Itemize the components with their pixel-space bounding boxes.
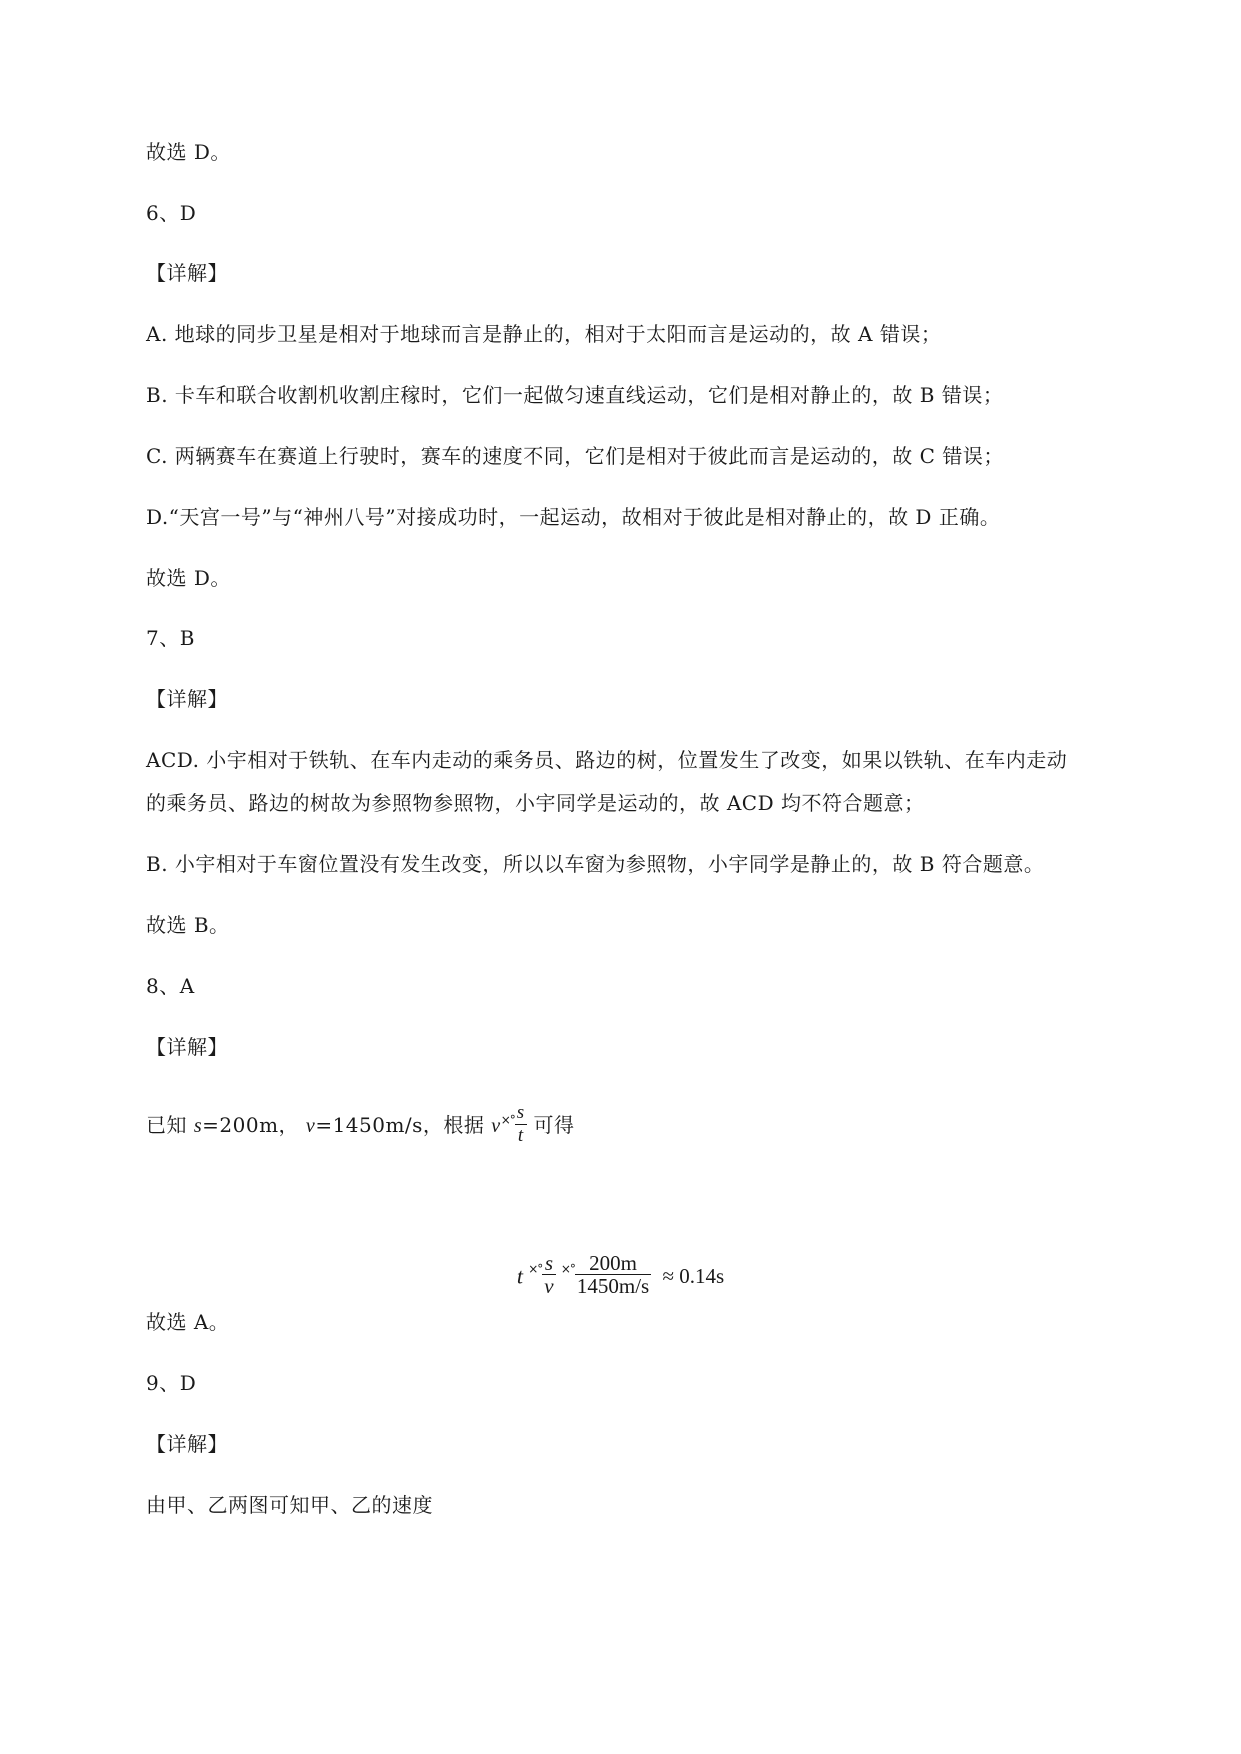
text-line: B. 小宇相对于车窗位置没有发生改变，所以以车窗为参照物，小宇同学是静止的，故 B 符合题意。: [146, 852, 1045, 876]
fraction-denominator: v: [544, 1274, 554, 1298]
text-line: D.“天宫一号”与“神州八号”对接成功时，一起运动，故相对于彼此是相对静止的，故 D 正确。: [146, 505, 1001, 529]
answer-heading: 8、A: [146, 974, 195, 998]
explanation-label: 【详解】: [146, 1432, 228, 1456]
explanation-label: 【详解】: [146, 261, 228, 285]
text-line: C. 两辆赛车在赛道上行驶时，赛车的速度不同，它们是相对于彼此而言是运动的，故 C 错误；: [146, 444, 1004, 468]
s-value: =200m，: [202, 1113, 300, 1137]
s-over-v-fraction: [542, 1252, 555, 1297]
fraction-denominator: t: [517, 1125, 524, 1146]
equals-glyph: ×°: [500, 1113, 515, 1127]
given-suffix: 可得: [533, 1113, 575, 1137]
s-over-t-fraction: [515, 1102, 527, 1147]
answer-heading: 7、B: [146, 626, 195, 650]
text-line: 由甲、乙两图可知甲、乙的速度: [146, 1493, 433, 1517]
text-line: 故选 D。: [146, 140, 231, 164]
explanation-label: 【详解】: [146, 1035, 228, 1059]
text-line: 故选 B。: [146, 913, 230, 937]
answer-heading: 6、D: [146, 201, 197, 225]
numeric-fraction: [575, 1252, 651, 1297]
time-formula: [0, 1251, 1241, 1299]
fraction-numerator: s: [516, 1102, 525, 1123]
given-prefix: 已知: [146, 1113, 187, 1137]
fraction-numerator: s: [542, 1252, 555, 1275]
equals-glyph: ×°: [560, 1262, 575, 1277]
fraction-denominator: 1450m/s: [576, 1274, 650, 1298]
v-variable: v: [305, 1115, 316, 1137]
s-variable: s: [193, 1115, 203, 1137]
text-line: B. 卡车和联合收割机收割庄稼时，它们一起做匀速直线运动，它们是相对静止的，故 B 错误；: [146, 383, 1004, 407]
explanation-label: 【详解】: [146, 687, 228, 711]
answer-heading: 9、D: [146, 1371, 197, 1395]
text-line: 故选 A。: [146, 1310, 230, 1334]
equals-glyph: ×°: [528, 1262, 543, 1277]
text-line: A. 地球的同步卫星是相对于地球而言是静止的，相对于太阳而言是运动的，故 A 错误；: [146, 322, 942, 346]
text-line: 故选 D。: [146, 566, 231, 590]
text-line: 的乘务员、路边的树故为参照物参照物，小宇同学是运动的，故 ACD 均不符合题意；: [146, 791, 925, 815]
given-line: [146, 1104, 575, 1149]
approx-result: ≈ 0.14s: [662, 1264, 725, 1288]
fraction-numerator: 200m: [575, 1252, 651, 1275]
formula-v-variable: v: [491, 1115, 501, 1137]
text-line: ACD. 小宇相对于铁轨、在车内走动的乘务员、路边的树，位置发生了改变，如果以铁轨、在车内走动: [146, 748, 1068, 772]
t-variable: t: [516, 1263, 523, 1289]
v-value: =1450m/s，根据: [315, 1113, 485, 1137]
